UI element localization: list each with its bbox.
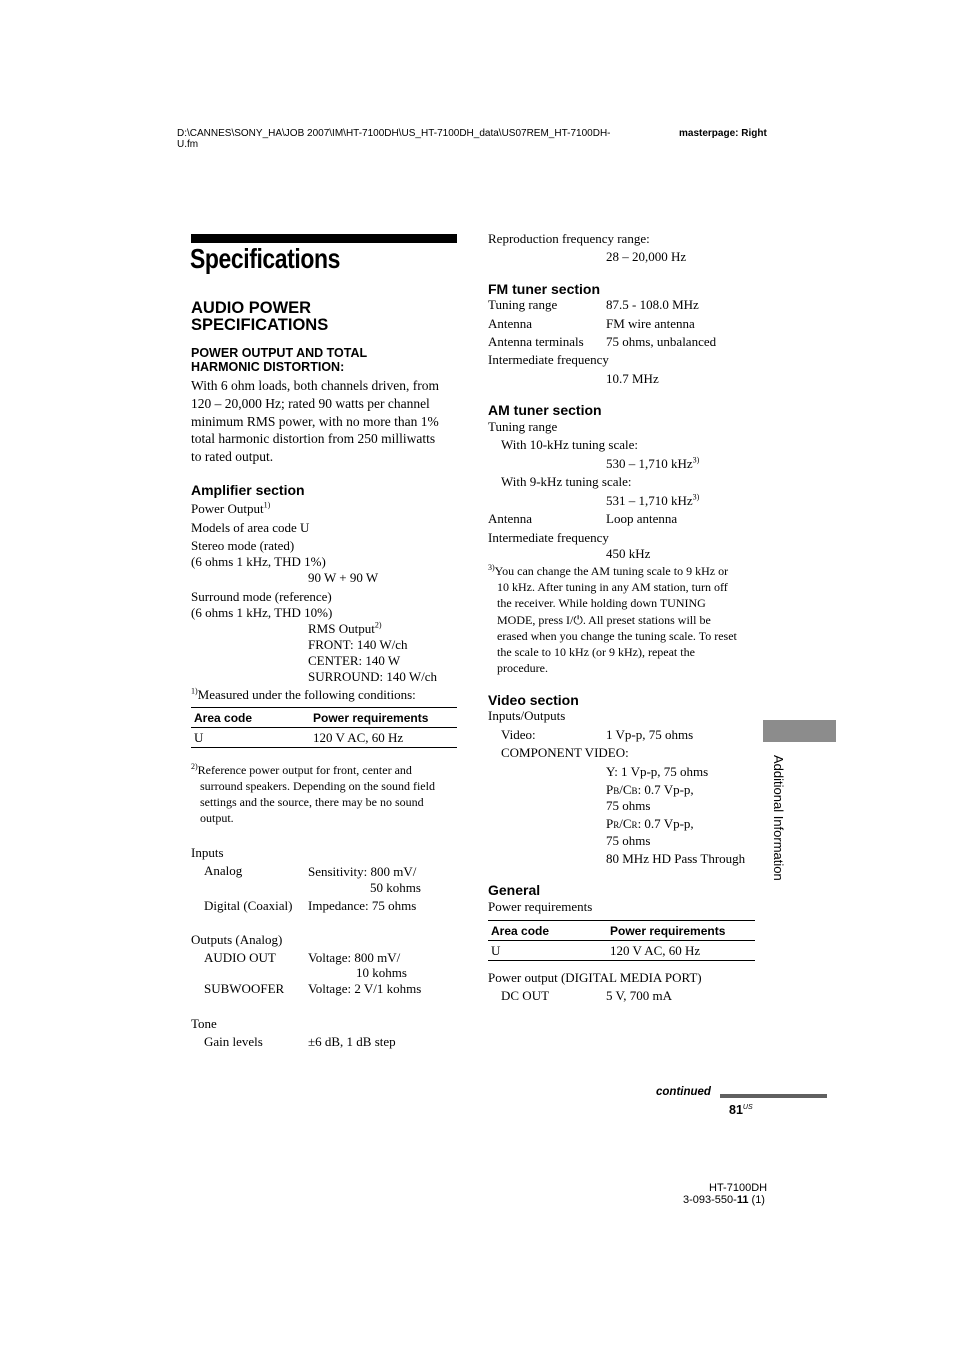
- fm-terminals-value: 75 ohms, unbalanced: [606, 334, 717, 349]
- footnote-3-text: You can change the AM tuning scale to 9 kHz or: [494, 564, 729, 578]
- footnote-3-marker: 3): [488, 563, 495, 572]
- video-value: 1 Vp-p, 75 ohms: [606, 727, 694, 742]
- video-io-label: Inputs/Outputs: [488, 708, 566, 723]
- video-heading: Video section: [488, 692, 579, 708]
- pr-ohms: 75 ohms: [606, 833, 651, 848]
- masterpage-label: masterpage: Right: [679, 128, 767, 139]
- continued-label: continued: [656, 1086, 711, 1098]
- am-10k-value-text: 530 – 1,710 kHz: [606, 456, 693, 471]
- footnote-3-line: the scale to 10 kHz (or 9 kHz), repeat the: [497, 645, 695, 660]
- pb-value: [606, 782, 694, 799]
- power-output-label: [191, 501, 270, 517]
- audio-out-value-1: Voltage: 800 mV/: [308, 950, 401, 965]
- footnote-3-line: the receiver. While holding down TUNING: [497, 596, 706, 611]
- paragraph-line: to rated output.: [191, 449, 274, 465]
- footnote-3: [488, 563, 737, 676]
- analog-label: Analog: [204, 863, 243, 878]
- pr-p: P: [606, 816, 614, 831]
- page-number: [729, 1103, 753, 1117]
- analog-value-1: Sensitivity: 800 mV/: [308, 864, 417, 879]
- footnote-2-line: [191, 762, 435, 778]
- table-header-area-code: Area code: [191, 708, 310, 728]
- page-number-sup: US: [742, 1103, 753, 1111]
- fm-if-label: Intermediate frequency: [488, 352, 609, 367]
- table-row: [488, 941, 755, 961]
- am-9k-label: With 9-kHz tuning scale:: [501, 474, 632, 489]
- title-rule: [191, 234, 457, 243]
- models-label: Models of area code U: [191, 520, 310, 535]
- footnote-2-line: settings and the source, there may be no sound: [200, 795, 424, 809]
- footnote-3-line: procedure.: [497, 661, 548, 676]
- amplifier-power-table: [191, 707, 457, 748]
- footnote-1-text: Measured under the following conditions:: [197, 687, 416, 702]
- footnote-ref-1: 1): [263, 500, 271, 510]
- audio-power-heading: [191, 300, 328, 334]
- footnote-2-line: output.: [200, 811, 234, 825]
- power-output-subheading-line1: POWER OUTPUT AND TOTAL: [191, 346, 368, 360]
- digital-label: Digital (Coaxial): [204, 898, 293, 913]
- pb-ohms: 75 ohms: [606, 798, 651, 813]
- repro-label: Reproduction frequency range:: [488, 231, 650, 246]
- video-label: Video:: [501, 727, 536, 742]
- table-header-row: [488, 921, 755, 941]
- stereo-label: Stereo mode (rated): [191, 538, 295, 553]
- audio-power-heading-line1: AUDIO POWER: [191, 299, 312, 317]
- footnote-ref-3: 3): [692, 455, 700, 465]
- paragraph-line: 120 – 20,000 Hz; rated 90 watts per channel: [191, 395, 430, 411]
- model-number: HT-7100DH: [709, 1182, 768, 1194]
- pr-sub2: R: [631, 820, 638, 830]
- fm-antenna-value: FM wire antenna: [606, 316, 695, 331]
- repro-value: 28 – 20,000 Hz: [606, 249, 687, 264]
- part-code-bold: 11: [736, 1194, 749, 1206]
- am-if-value: 450 kHz: [606, 546, 651, 561]
- inputs-label: Inputs: [191, 845, 224, 860]
- surround-label: Surround mode (reference): [191, 589, 332, 604]
- table-header-area-code: Area code: [488, 921, 607, 941]
- rms-output-label: [308, 621, 382, 637]
- table-header-row: [191, 708, 457, 728]
- footnote-ref-3: 3): [692, 492, 700, 502]
- audio-power-heading-line2: SPECIFICATIONS: [191, 316, 329, 334]
- fm-tuning-label: Tuning range: [488, 297, 558, 312]
- subwoofer-label: SUBWOOFER: [204, 981, 285, 996]
- footnote-2: [191, 762, 435, 826]
- page-number-text: 81: [729, 1103, 743, 1117]
- analog-value-2: 50 kohms: [370, 880, 421, 895]
- table-cell-area-code: U: [191, 728, 310, 748]
- dc-out-value: 5 V, 700 mA: [606, 988, 672, 1003]
- pb-sub: B: [613, 786, 620, 796]
- surround-value: SURROUND: 140 W/ch: [308, 669, 438, 684]
- fm-tuning-value: 87.5 - 108.0 MHz: [606, 297, 699, 312]
- pr-rest: : 0.7 Vp-p,: [637, 816, 694, 831]
- paragraph-line: minimum RMS power, with no more than 1%: [191, 413, 439, 429]
- power-output-paragraph: [191, 377, 439, 466]
- stereo-value: 90 W + 90 W: [308, 570, 379, 585]
- table-cell-power-requirements: 120 V AC, 60 Hz: [607, 941, 755, 961]
- am-antenna-label: Antenna: [488, 511, 533, 526]
- fm-heading: FM tuner section: [488, 281, 601, 297]
- footnote-1: [191, 687, 416, 703]
- footnote-2-marker: 2): [191, 762, 198, 771]
- gain-value: ±6 dB, 1 dB step: [308, 1034, 396, 1049]
- front-value: FRONT: 140 W/ch: [308, 637, 408, 652]
- footnote-2-text: Reference power output for front, center and: [197, 763, 412, 777]
- hd-value: 80 MHz HD Pass Through: [606, 851, 746, 866]
- side-tab-label: Additional Information: [771, 755, 786, 881]
- am-tuning-label: Tuning range: [488, 419, 558, 434]
- pr-sub: R: [613, 820, 620, 830]
- part-code-pre: 3-093-550-: [683, 1194, 737, 1206]
- pb-p: P: [606, 782, 614, 797]
- am-antenna-value: Loop antenna: [606, 511, 678, 526]
- audio-out-label: AUDIO OUT: [204, 950, 276, 965]
- outputs-label: Outputs (Analog): [191, 932, 283, 947]
- dc-out-label: DC OUT: [501, 988, 550, 1003]
- fm-terminals-label: Antenna terminals: [488, 334, 584, 349]
- general-heading: General: [488, 882, 541, 898]
- paragraph-line: With 6 ohm loads, both channels driven, from: [191, 378, 440, 393]
- am-9k-value-text: 531 – 1,710 kHz: [606, 493, 693, 508]
- footnote-3-line: MODE, press I/⏻. All preset stations will be: [497, 612, 711, 627]
- footnote-3-line: erased when you change the tuning scale. To reset: [497, 628, 737, 643]
- am-9k-value: [606, 493, 699, 509]
- tone-label: Tone: [191, 1016, 217, 1031]
- page-title: Specifications: [190, 243, 340, 274]
- power-output-port-label: Power output (DIGITAL MEDIA PORT): [488, 970, 702, 985]
- center-value: CENTER: 140 W: [308, 653, 401, 668]
- am-if-label: Intermediate frequency: [488, 530, 609, 545]
- y-value: Y: 1 Vp-p, 75 ohms: [606, 764, 709, 779]
- surround-condition: (6 ohms 1 kHz, THD 10%): [191, 605, 333, 620]
- digital-value: Impedance: 75 ohms: [308, 898, 417, 913]
- pb-rest: : 0.7 Vp-p,: [637, 782, 694, 797]
- general-power-table: [488, 920, 755, 961]
- power-req-label: Power requirements: [488, 899, 593, 914]
- table-cell-power-requirements: 120 V AC, 60 Hz: [310, 728, 457, 748]
- gain-label: Gain levels: [204, 1034, 263, 1049]
- audio-out-value-2: 10 kohms: [356, 965, 407, 980]
- table-header-power-requirements: Power requirements: [310, 708, 457, 728]
- amplifier-heading: Amplifier section: [191, 482, 305, 498]
- pr-value: [606, 816, 694, 833]
- continued-rule: [720, 1094, 827, 1098]
- part-code: [683, 1194, 765, 1206]
- am-10k-label: With 10-kHz tuning scale:: [501, 437, 639, 452]
- am-10k-value: [606, 456, 699, 472]
- fm-if-value: 10.7 MHz: [606, 371, 659, 386]
- component-label: COMPONENT VIDEO:: [501, 745, 629, 760]
- am-heading: AM tuner section: [488, 402, 602, 418]
- stereo-condition: (6 ohms 1 kHz, THD 1%): [191, 554, 326, 569]
- power-output-text: Power Output: [191, 501, 264, 516]
- table-row: [191, 728, 457, 748]
- file-path: [177, 128, 611, 150]
- table-cell-area-code: U: [488, 941, 607, 961]
- file-path-line1: D:\CANNES\SONY_HA\JOB 2007\IM\HT-7100DH\US_HT-7100DH_data\US07REM_HT-7100DH-: [177, 128, 611, 139]
- power-output-subheading: [191, 346, 367, 374]
- fm-antenna-label: Antenna: [488, 316, 533, 331]
- footnote-3-line: 10 kHz. After tuning in any AM station, turn off: [497, 580, 728, 595]
- pr-mid: /C: [619, 816, 632, 831]
- rms-output-text: RMS Output: [308, 621, 375, 636]
- part-code-post: (1): [748, 1194, 765, 1206]
- footnote-ref-2: 2): [374, 620, 382, 630]
- pb-mid: /C: [619, 782, 632, 797]
- side-tab: [763, 720, 836, 742]
- footnote-3-line: [488, 563, 737, 579]
- pb-sub2: B: [631, 786, 638, 796]
- footnote-2-line: surround speakers. Depending on the sound field: [200, 779, 435, 793]
- paragraph-line: total harmonic distortion from 250 milliwatts: [191, 431, 436, 447]
- footnote-1-marker: 1): [191, 686, 198, 696]
- file-path-line2: U.fm: [177, 139, 199, 150]
- power-output-subheading-line2: HARMONIC DISTORTION:: [191, 360, 345, 374]
- subwoofer-value: Voltage: 2 V/1 kohms: [308, 981, 422, 996]
- table-header-power-requirements: Power requirements: [607, 921, 755, 941]
